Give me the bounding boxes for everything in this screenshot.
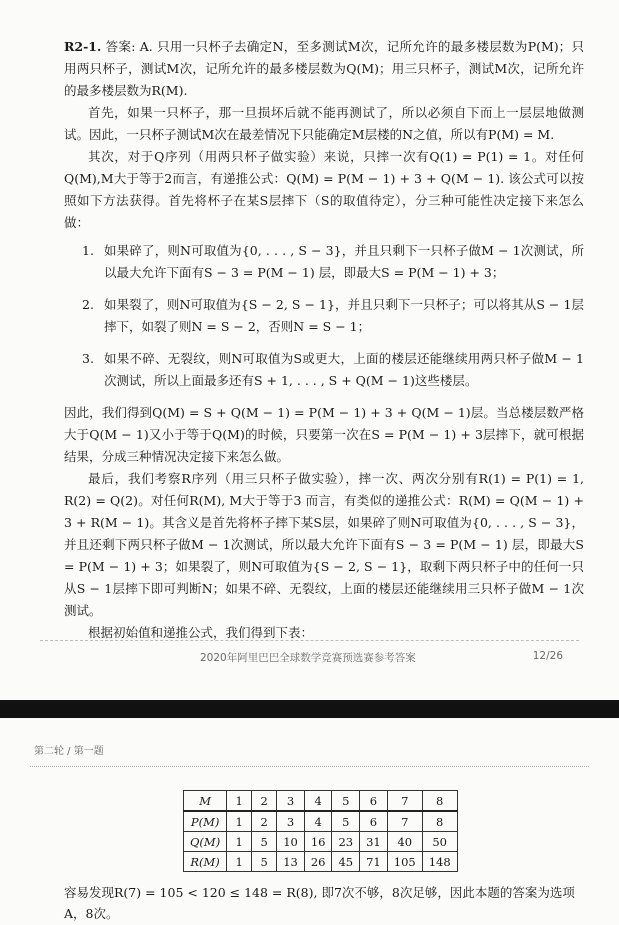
table-cell: 148 bbox=[422, 852, 457, 872]
case-number: 1. bbox=[82, 243, 94, 258]
breadcrumb-divider bbox=[30, 766, 589, 767]
case-list bbox=[64, 240, 584, 392]
case-number: 3. bbox=[82, 351, 94, 366]
table-cell: 7 bbox=[387, 811, 422, 832]
r-sequence-paragraph: 最后，我们考察R序列（用三只杯子做实验），摔一次、两次分别有R(1) = P(1) = 1, R(2) = Q(2)。对任何R(M), M大于等于3 而言，有类似的递推公式：R(M) = Q(M − 1) + 3 + R(M − 1)。其含义是首先将杯子摔下某S层，如果碎了则N可取值为{0, . . . , S − 3}，并且还剩下两只杯子做M − 1次测试，所以最大允许下面有S − 3 = P(M − 1) 层，即最大S = P(M − 1) + 3；如果裂了，则N可取值为{S − 2, S − 1}，取剩下两只杯子中的任何一只从S − 1层摔下即可判断N；如果不碎、无裂纹，上面的楼层还能继续用三只杯子做M − 1次测试。 bbox=[64, 471, 584, 618]
table-cell: 1 bbox=[227, 852, 252, 872]
paragraph-text: 答案: A. 只用一只杯子去确定N，至多测试M次，记所允许的最多楼层数为P(M)；只用两只杯子，测试M次，记所允许的最多楼层数为Q(M)；用三只杯子，测试M次，记所允许的最多楼层数为R(M). bbox=[64, 39, 584, 98]
case-text: 如果碎了，则N可取值为{0, . . . , S − 3}，并且只剩下一只杯子做M − 1次测试，所以最大允许下面有S − 3 = P(M − 1) 层，即最大S = P(M − 1) + 3； bbox=[104, 243, 584, 280]
table-cell: 5 bbox=[252, 832, 277, 852]
page-number: 12/26 bbox=[532, 650, 563, 662]
table-cell: 71 bbox=[360, 852, 388, 872]
table-cell: 5 bbox=[332, 811, 360, 832]
table-cell: 23 bbox=[332, 832, 360, 852]
table-header-cell: 1 bbox=[227, 791, 252, 812]
table-header-cell: 4 bbox=[304, 791, 332, 812]
q-recurrence-paragraph: 因此，我们得到Q(M) = S + Q(M − 1) = P(M − 1) + 3 + Q(M − 1)层。当总楼层数严格大于Q(M − 1)又小于等于Q(M)的时候，只要第一次在S = P(M − 1) + 3层摔下，就可根据结果，分成三种情况决定接下来怎么做。 bbox=[64, 405, 584, 464]
case-number: 2. bbox=[82, 297, 94, 312]
conclusion-paragraph: 容易发现R(7) = 105 < 120 ≤ 148 = R(8), 即7次不够，8次足够，因此本题的答案为选项A，8次。 bbox=[64, 885, 575, 921]
table-cell: 2 bbox=[252, 811, 277, 832]
table-cell: 13 bbox=[277, 852, 305, 872]
breadcrumb: 第二轮 / 第一题 bbox=[34, 746, 104, 757]
case-text: 如果不碎、无裂纹，则N可取值为S或更大，上面的楼层还能继续用两只杯子做M − 1次测试，所以上面最多还有S + 1, . . . , S + Q(M − 1)这些楼层。 bbox=[104, 351, 584, 388]
case-item bbox=[64, 348, 584, 392]
table-header-row bbox=[184, 791, 458, 812]
table-header-cell: 2 bbox=[252, 791, 277, 812]
page-gap bbox=[0, 700, 619, 718]
table-cell: 1 bbox=[227, 832, 252, 852]
table-header-cell: 6 bbox=[360, 791, 388, 812]
table-cell: 4 bbox=[304, 811, 332, 832]
table-cell: 10 bbox=[277, 832, 305, 852]
table-cell: 26 bbox=[304, 852, 332, 872]
footer-divider bbox=[40, 640, 579, 641]
table-header-cell: 8 bbox=[422, 791, 457, 812]
document-page-next bbox=[0, 718, 619, 925]
answer-paragraph bbox=[64, 36, 584, 102]
table-cell: 40 bbox=[387, 832, 422, 852]
case-item bbox=[64, 294, 584, 338]
table-row-label: R(M) bbox=[184, 852, 227, 872]
table-intro-paragraph: 根据初始值和递推公式，我们得到下表： bbox=[88, 625, 314, 640]
footer-title: 2020年阿里巴巴全球数学竞赛预选赛参考答案 bbox=[200, 652, 416, 664]
table-row bbox=[184, 852, 458, 872]
table-cell: 1 bbox=[227, 811, 252, 832]
solution-body bbox=[64, 36, 584, 644]
table-cell: 8 bbox=[422, 811, 457, 832]
table-cell: 5 bbox=[252, 852, 277, 872]
table-row bbox=[184, 811, 458, 832]
table-cell: 6 bbox=[360, 811, 388, 832]
table-header-cell: 7 bbox=[387, 791, 422, 812]
table-cell: 45 bbox=[332, 852, 360, 872]
table-row bbox=[184, 832, 458, 852]
case-text: 如果裂了，则N可取值为{S − 2, S − 1}，并且只剩下一只杯子；可以将其从S − 1层摔下，如裂了则N = S − 2，否则N = S − 1； bbox=[104, 297, 584, 334]
problem-label: R2-1. bbox=[64, 39, 102, 54]
table-row-label: P(M) bbox=[184, 811, 227, 832]
table-cell: 31 bbox=[360, 832, 388, 852]
table-header-cell: 3 bbox=[277, 791, 305, 812]
q-sequence-paragraph: 其次，对于Q序列（用两只杯子做实验）来说，只摔一次有Q(1) = P(1) = 1。对任何Q(M),M大于等于2而言，有递推公式：Q(M) = P(M − 1) + 3 + Q(M − 1). 该公式可以按照如下方法获得。首先将杯子在某S层摔下（S的取值待定），分三种可能性决定接下来怎么做： bbox=[64, 149, 584, 230]
page-footer bbox=[0, 650, 619, 668]
table-header-cell: M bbox=[184, 791, 227, 812]
p-sequence-paragraph: 首先，如果一只杯子，那一旦损坏后就不能再测试了，所以必须自下而上一层层地做测试。因此，一只杯子测试M次在最差情况下只能确定M层楼的N之值，所以有P(M) = M. bbox=[64, 105, 584, 142]
table-row-label: Q(M) bbox=[184, 832, 227, 852]
table-cell: 105 bbox=[387, 852, 422, 872]
table-header-cell: 5 bbox=[332, 791, 360, 812]
table-cell: 16 bbox=[304, 832, 332, 852]
table-cell: 3 bbox=[277, 811, 305, 832]
results-table bbox=[183, 790, 458, 872]
case-item bbox=[64, 240, 584, 284]
table-cell: 50 bbox=[422, 832, 457, 852]
